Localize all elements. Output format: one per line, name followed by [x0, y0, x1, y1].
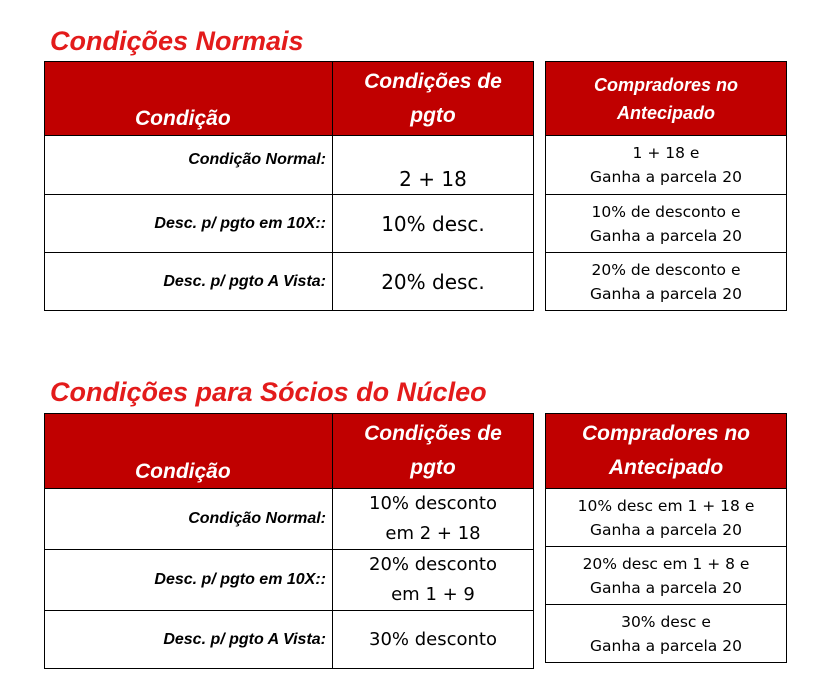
- pgto-value: 20% desconto em 1 + 9: [333, 550, 534, 611]
- table-row: [546, 547, 787, 605]
- row-label: Desc. p/ pgto em 10X::: [45, 195, 333, 253]
- table-row: [45, 253, 534, 311]
- compradores-value: 1 + 18 e Ganha a parcela 20: [546, 136, 787, 195]
- section-title-socios: Condições para Sócios do Núcleo: [50, 377, 487, 407]
- table-row: [45, 489, 534, 550]
- header-condicao: Condição: [45, 414, 333, 489]
- header-condicoes-pgto: Condições de pgto: [333, 62, 534, 136]
- pgto-value: 10% desc.: [333, 195, 534, 253]
- table-row: [546, 605, 787, 663]
- table-row: [45, 611, 534, 669]
- table-row: [45, 550, 534, 611]
- conditions-table-socios: [44, 413, 534, 669]
- conditions-table-normais: [44, 61, 534, 311]
- compradores-value: 20% desc em 1 + 8 e Ganha a parcela 20: [546, 547, 787, 605]
- header-condicoes-pgto: Condições de pgto: [333, 414, 534, 489]
- compradores-value: 30% desc e Ganha a parcela 20: [546, 605, 787, 663]
- header-condicao: Condição: [45, 62, 333, 136]
- compradores-table-socios: [545, 413, 787, 663]
- pgto-value: 20% desc.: [333, 253, 534, 311]
- table-row: [45, 136, 534, 195]
- row-label: Desc. p/ pgto A Vista:: [45, 611, 333, 669]
- row-label: Condição Normal:: [45, 489, 333, 550]
- row-label: Desc. p/ pgto A Vista:: [45, 253, 333, 311]
- pgto-value: 10% desconto em 2 + 18: [333, 489, 534, 550]
- section-title-normais: Condições Normais: [50, 26, 304, 56]
- row-label: Condição Normal:: [45, 136, 333, 195]
- table-row: [546, 253, 787, 311]
- header-compradores: Compradores no Antecipado: [546, 414, 787, 489]
- table-row: [546, 195, 787, 253]
- compradores-value: 20% de desconto e Ganha a parcela 20: [546, 253, 787, 311]
- pgto-value: 2 + 18: [333, 136, 534, 195]
- table-row: [546, 136, 787, 195]
- header-compradores: Compradores no Antecipado: [546, 62, 787, 136]
- pgto-value: 30% desconto: [333, 611, 534, 669]
- compradores-value: 10% desc em 1 + 18 e Ganha a parcela 20: [546, 489, 787, 547]
- compradores-table-normais: [545, 61, 787, 311]
- compradores-value: 10% de desconto e Ganha a parcela 20: [546, 195, 787, 253]
- row-label: Desc. p/ pgto em 10X::: [45, 550, 333, 611]
- table-row: [546, 489, 787, 547]
- table-row: [45, 195, 534, 253]
